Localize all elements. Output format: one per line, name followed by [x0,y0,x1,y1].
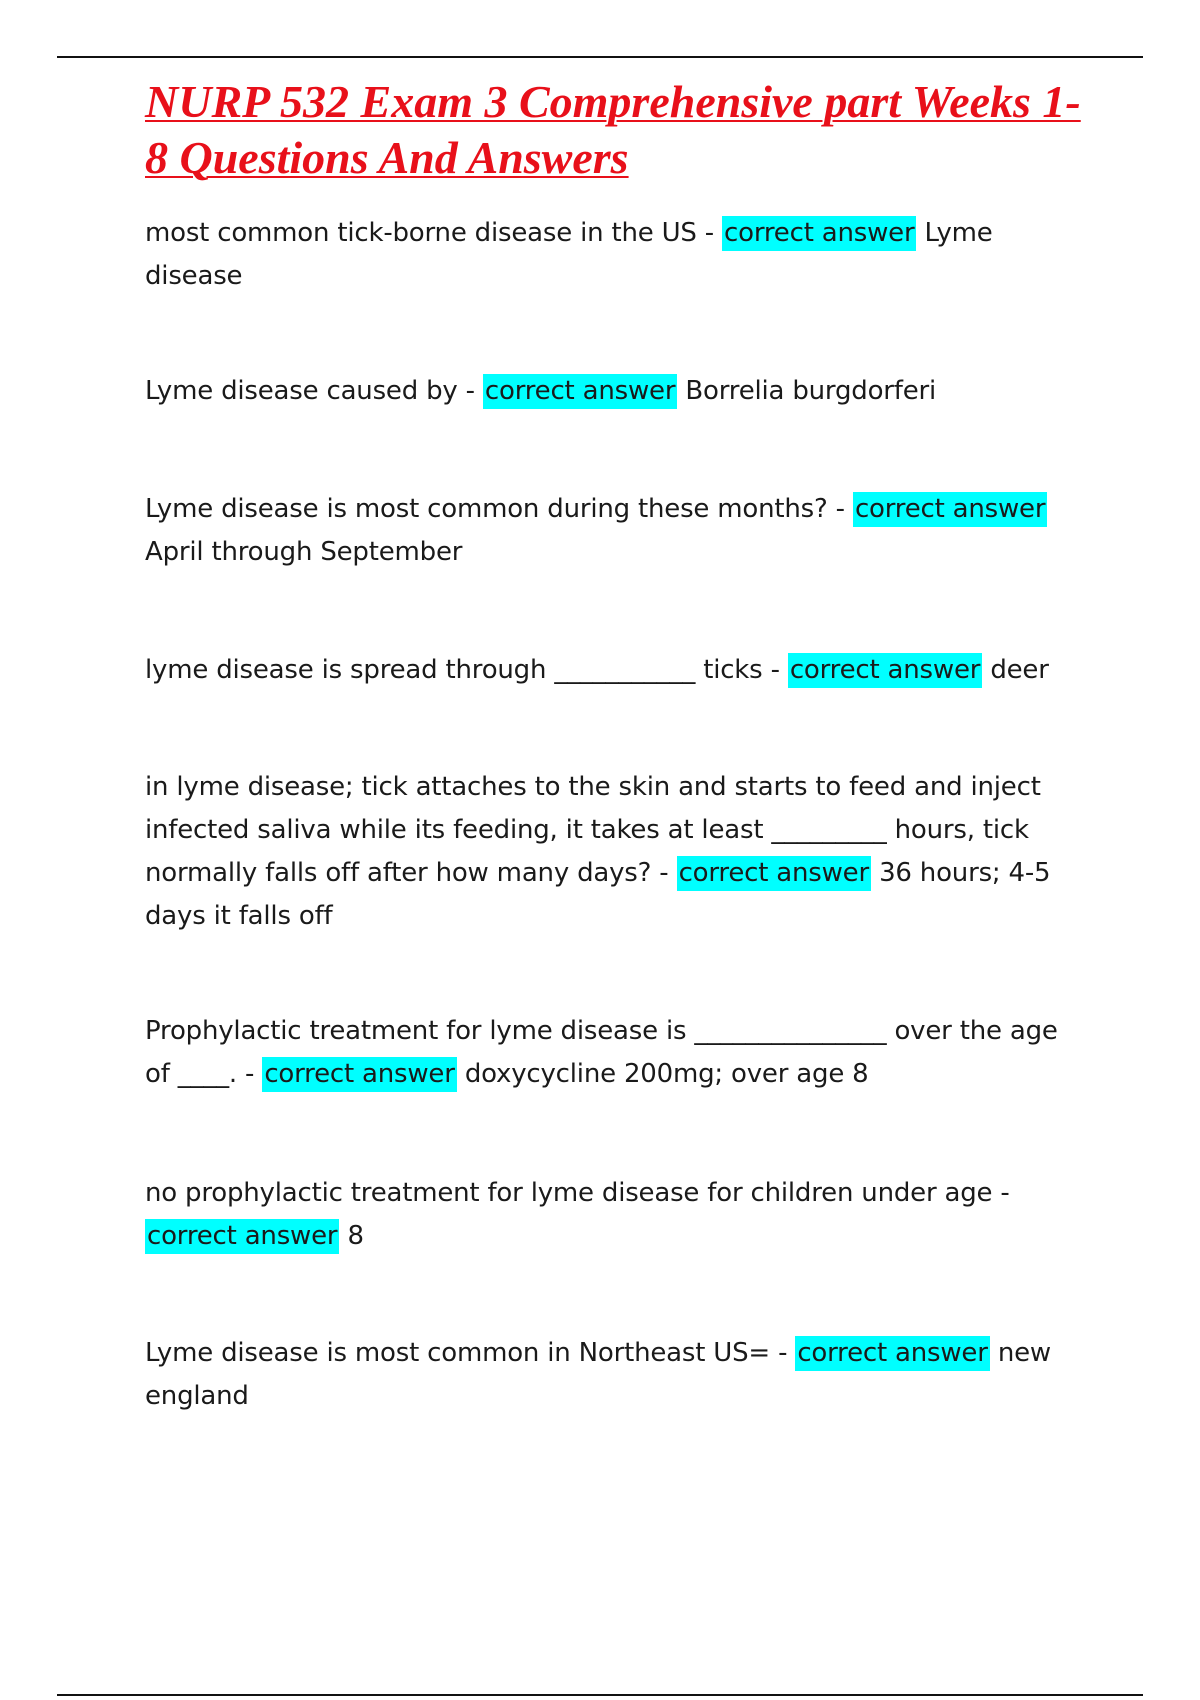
answer-text: deer [990,655,1049,685]
qa-item-5 [145,766,1090,938]
answer-label-highlight: correct answer [853,492,1047,527]
question-text: lyme disease is spread through ___________ ticks - [145,655,788,685]
qa-item-7 [145,1172,1090,1258]
footer-rule [57,1694,1143,1696]
question-text: in lyme disease; tick attaches to the skin and starts to feed and inject infected saliva while its feeding, it takes at least _________ hours, tick normally falls off after how many days? - [145,772,1041,888]
question-text: most common tick-borne disease in the US - [145,218,723,248]
question-text: Lyme disease is most common in Northeast US= - [145,1338,796,1368]
qa-item-3 [145,488,1090,574]
answer-text: new england [145,1338,1051,1411]
answer-text: Lyme disease [145,218,993,291]
qa-item-6 [145,1010,1090,1096]
qa-item-2 [145,370,1090,413]
answer-label-highlight: correct answer [722,216,916,251]
qa-item-1 [145,212,1090,298]
question-text: Lyme disease is most common during these months? - [145,494,853,524]
answer-label-highlight: correct answer [677,856,871,891]
qa-item-8 [145,1332,1090,1418]
header-rule [57,56,1143,58]
answer-label-highlight: correct answer [483,374,677,409]
question-text: no prophylactic treatment for lyme disease for children under age - [145,1178,1010,1208]
answer-label-highlight: correct answer [145,1219,339,1254]
answer-text: Borrelia burgdorferi [685,376,937,406]
answer-text: 8 [347,1221,364,1251]
answer-text: doxycycline 200mg; over age 8 [464,1059,869,1089]
answer-label-highlight: correct answer [788,653,982,688]
answer-label-highlight: correct answer [262,1057,456,1092]
answer-text: April through September [145,537,463,567]
question-text: Lyme disease caused by - [145,376,483,406]
answer-label-highlight: correct answer [795,1336,989,1371]
document-title: NURP 532 Exam 3 Comprehensive part Weeks 1-8 Questions And Answers [145,76,1081,183]
answer-text: 36 hours; 4-5 days it falls off [145,858,1051,931]
qa-item-4 [145,649,1090,692]
question-text: Prophylactic treatment for lyme disease is _______________ over the age of ____. - [145,1016,1058,1089]
